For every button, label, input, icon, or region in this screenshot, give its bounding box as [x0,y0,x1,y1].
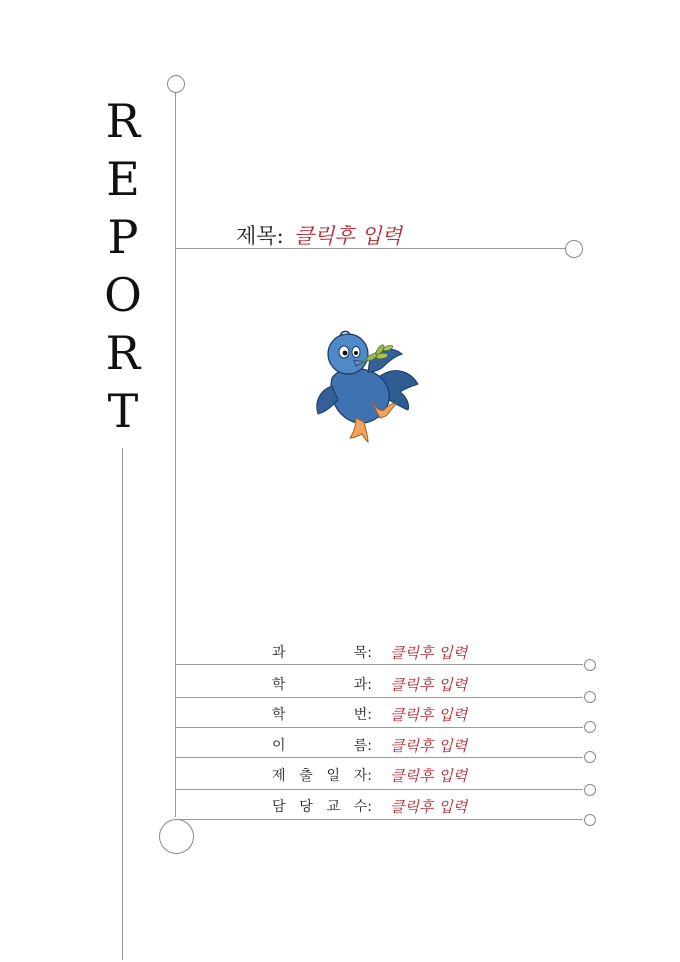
info-divider [175,727,583,728]
name-input[interactable]: 클릭후 입력 [390,737,468,755]
info-circle-ornament [584,691,596,703]
main-vertical-line [175,91,176,817]
title-label: 제목: [236,224,284,248]
info-circle-ornament [584,751,596,763]
info-circle-ornament [584,721,596,733]
title-circle-ornament [565,240,583,258]
info-label-submission-date: 제 출 일 자: [272,768,372,784]
top-circle-ornament [167,75,185,93]
bird-illustration [310,326,426,446]
info-label-name: 이 름: [272,738,372,754]
info-label-student-id: 학 번: [272,707,372,723]
info-divider [175,664,583,665]
info-divider [175,789,583,790]
title-row [236,220,402,248]
info-label-subject: 과 목: [272,645,372,661]
left-vertical-line [122,448,123,960]
report-letter: E [106,152,140,206]
info-label-professor: 담 당 교 수: [272,799,372,815]
report-letter: T [107,384,139,438]
subject-input[interactable]: 클릭후 입력 [390,644,468,662]
info-circle-ornament [584,814,596,826]
report-letter: P [107,210,139,264]
department-input[interactable]: 클릭후 입력 [390,676,468,694]
info-divider [175,819,583,820]
submission-date-input[interactable]: 클릭후 입력 [390,767,468,785]
info-divider [175,697,583,698]
report-letter: R [105,94,141,148]
bottom-circle-ornament [159,819,194,854]
info-circle-ornament [584,659,596,671]
title-input[interactable]: 클릭후 입력 [293,224,402,248]
title-underline [175,248,565,249]
student-id-input[interactable]: 클릭후 입력 [390,706,468,724]
report-letter: O [104,268,142,322]
report-letter: R [105,326,141,380]
report-title-letters [98,92,148,440]
info-divider [175,757,583,758]
info-label-department: 학 과: [272,677,372,693]
info-circle-ornament [584,784,596,796]
professor-input[interactable]: 클릭후 입력 [390,798,468,816]
